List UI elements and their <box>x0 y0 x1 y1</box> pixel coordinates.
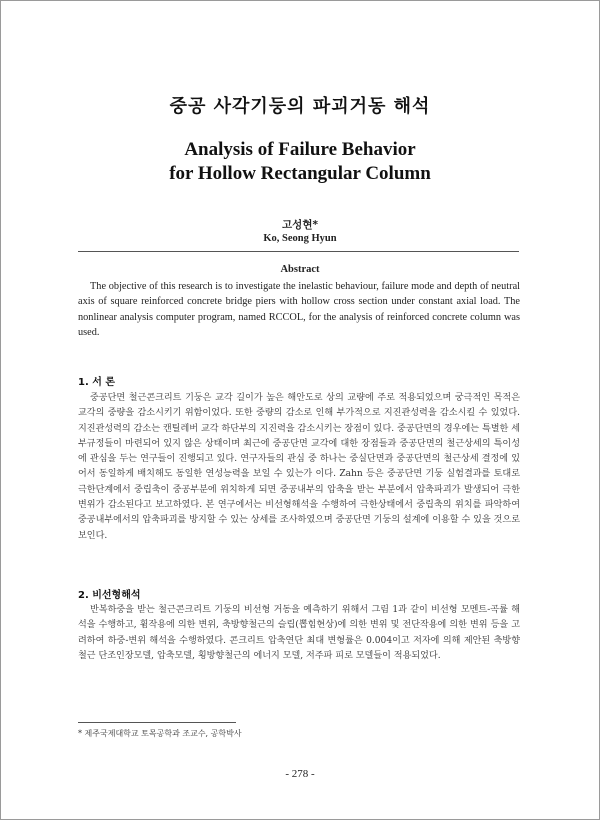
paper-title-english <box>0 138 600 186</box>
paper-title-english-line1: Analysis of Failure Behavior <box>184 139 416 160</box>
section-body-introduction: 중공단면 철근콘크리트 기둥은 교각 길이가 높은 해안도로 상의 교량에 주로 적용되었으며 궁극적인 목적은 교각의 중량을 감소시키기 위함이었다. 또한 중량의 감소로 인해 부가적으로 지진관성력을 감소시킬 수 있었다. 지진관성력의 감소는 캔틸레버 교각 하단부의 지진력을 감소시키는 장점이 있다. 중공단면의 경우에는 특별한 세부규정들이 마련되어 있지 않은 상태이며 최근에 중공단면 교각에 대한 장점들과 중공단면의 철근상세의 특이성에 관심을 두는 연구들이 진행되고 있다. 연구자들의 관심 중 하나는 중실단면과 중공단면의 철근상세 결정에 있어서 동일하게 배치해도 동일한 연성능력을 보일 수 있는가 이다. Zahn 등은 중공단면 기둥 실험결과를 토대로 극한단계에서 중립축이 중공부분에 위치하게 되면 중공내부의 압축을 받는 부분에서 압축파괴가 발생되어 극한변위가 감소된다고 보고하였다. 본 연구에서는 비선형해석을 수행하여 극한상태에서 중립축의 위치를 파악하여 중공내부에서의 압축파괴를 방지할 수 있는 상세를 조사하였으며 중공단면 기둥의 설계에 이용할 수 있을 것으로 보인다. <box>78 393 520 541</box>
abstract-text: The objective of this research is to investigate the inelastic behaviour, failure mode and depth of neutral axis of square reinforced concrete bridge piers with hollow cross section under constant axial load. The nonlinear analysis computer program, named RCCOL, for the analysis of reinforced concrete column was used. <box>78 281 520 339</box>
page-number: - 278 - <box>285 768 315 780</box>
abstract-heading: Abstract <box>280 264 320 275</box>
section-body-nonlinear-analysis: 반복하중을 받는 철근콘크리트 기둥의 비선형 거동을 예측하기 위해서 그림 1과 같이 비선형 모멘트-곡률 해석을 수행하고, 휨작용에 의한 변위, 축방향철근의 슬립(뽑힘현상)에 의한 변위 및 전단작용에 의한 변위 등을 고려하여 하중-변위 해석을 수행하였다. 콘크리트 압축연단 최대 변형률은 0.004이고 저자에 의해 제안된 축방향철근 단조인장모델, 압축모델, 횡방향철근의 에너지 모델, 저주파 피로 모델들이 적용되었다. <box>78 605 520 661</box>
paper-title-korean: 중공 사각기둥의 파괴거동 해석 <box>169 96 431 117</box>
author-name-english: Ko, Seong Hyun <box>263 233 337 244</box>
footnote-divider <box>78 722 236 723</box>
paper-title-english-line2: for Hollow Rectangular Column <box>169 163 431 184</box>
header-divider <box>78 251 519 252</box>
section-heading-introduction: 1. 서 론 <box>78 377 116 388</box>
section-heading-nonlinear-analysis: 2. 비선형해석 <box>78 590 141 601</box>
author-name-korean: 고성현* <box>282 219 318 231</box>
author-affiliation-footnote: * 제주국제대학교 토목공학과 조교수, 공학박사 <box>78 729 242 738</box>
